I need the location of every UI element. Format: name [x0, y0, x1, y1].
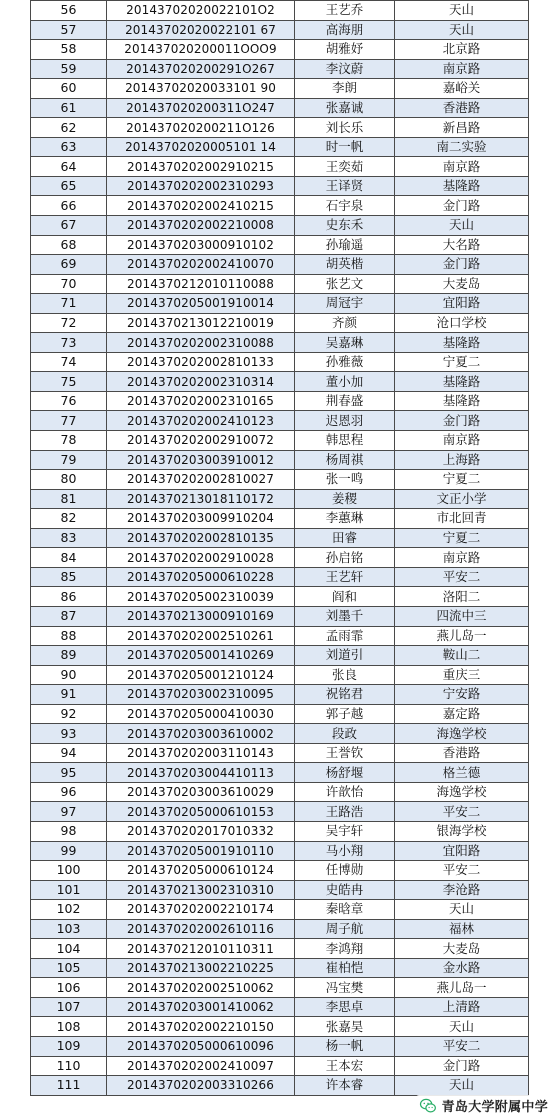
table-row [31, 802, 529, 822]
student-name-cell: 秦晗章 [295, 900, 395, 920]
row-number-cell: 90 [31, 665, 107, 685]
row-number-cell: 98 [31, 821, 107, 841]
student-name-cell: 吴宇轩 [295, 821, 395, 841]
table-row [31, 274, 529, 294]
table-body [31, 1, 529, 1096]
school-cell: 文正小学 [395, 489, 529, 509]
student-name-cell: 田睿 [295, 528, 395, 548]
student-name-cell: 王艺乔 [295, 1, 395, 21]
exam-id-cell: 20143702020022101O2 [107, 1, 295, 21]
row-number-cell: 73 [31, 333, 107, 353]
student-name-cell: 杨舒堰 [295, 763, 395, 783]
student-name-cell: 许歆怡 [295, 782, 395, 802]
school-cell: 基隆路 [395, 333, 529, 353]
exam-id-cell: 2014370213000910169 [107, 606, 295, 626]
school-cell: 天山 [395, 1076, 529, 1096]
table-row [31, 196, 529, 216]
school-cell: 福林 [395, 919, 529, 939]
exam-id-cell: 2014370202002410123 [107, 411, 295, 431]
row-number-cell: 74 [31, 352, 107, 372]
table-row [31, 470, 529, 490]
exam-id-cell: 2014370202002210008 [107, 216, 295, 236]
school-cell: 天山 [395, 20, 529, 40]
school-cell: 香港路 [395, 98, 529, 118]
table-row [31, 176, 529, 196]
student-name-cell: 郭子越 [295, 704, 395, 724]
exam-id-cell: 2014370203003910012 [107, 450, 295, 470]
student-name-cell: 刘长乐 [295, 118, 395, 138]
table-row [31, 137, 529, 157]
table-row [31, 724, 529, 744]
table-row [31, 1056, 529, 1076]
student-name-cell: 张良 [295, 665, 395, 685]
admission-list-sheet [30, 0, 528, 1096]
exam-id-cell: 2014370202002910028 [107, 548, 295, 568]
school-cell: 大名路 [395, 235, 529, 255]
school-cell: 天山 [395, 900, 529, 920]
table-row [31, 431, 529, 451]
school-cell: 沧口学校 [395, 313, 529, 333]
student-name-cell: 胡英楷 [295, 255, 395, 275]
table-row [31, 606, 529, 626]
table-row [31, 1076, 529, 1096]
row-number-cell: 59 [31, 59, 107, 79]
exam-id-cell: 2014370202002810027 [107, 470, 295, 490]
school-cell: 鞍山二 [395, 646, 529, 666]
exam-id-cell: 2014370202002310088 [107, 333, 295, 353]
row-number-cell: 64 [31, 157, 107, 177]
exam-id-cell: 2014370203000910102 [107, 235, 295, 255]
school-cell: 李沧路 [395, 880, 529, 900]
student-name-cell: 孙启铭 [295, 548, 395, 568]
table-row [31, 450, 529, 470]
row-number-cell: 88 [31, 626, 107, 646]
student-name-cell: 冯宝樊 [295, 978, 395, 998]
table-row [31, 861, 529, 881]
school-cell: 平安二 [395, 802, 529, 822]
row-number-cell: 101 [31, 880, 107, 900]
school-cell: 基隆路 [395, 176, 529, 196]
table-row [31, 489, 529, 509]
exam-id-cell: 2014370213012210019 [107, 313, 295, 333]
school-cell: 宜阳路 [395, 841, 529, 861]
school-cell: 银海学校 [395, 821, 529, 841]
table-row [31, 567, 529, 587]
student-name-cell: 刘道引 [295, 646, 395, 666]
row-number-cell: 99 [31, 841, 107, 861]
table-row [31, 255, 529, 275]
student-name-cell: 王路浩 [295, 802, 395, 822]
student-name-cell: 祝铭君 [295, 685, 395, 705]
exam-id-cell: 2014370205000610228 [107, 567, 295, 587]
row-number-cell: 110 [31, 1056, 107, 1076]
exam-id-cell: 2014370202002310314 [107, 372, 295, 392]
row-number-cell: 57 [31, 20, 107, 40]
wechat-icon [419, 1097, 437, 1115]
row-number-cell: 67 [31, 216, 107, 236]
exam-id-cell: 2014370202002410070 [107, 255, 295, 275]
school-cell: 嘉峪关 [395, 79, 529, 99]
student-name-cell: 马小翔 [295, 841, 395, 861]
student-name-cell: 董小加 [295, 372, 395, 392]
row-number-cell: 69 [31, 255, 107, 275]
exam-id-cell: 2014370202002310165 [107, 391, 295, 411]
admission-table [30, 0, 529, 1096]
student-name-cell: 史皓冉 [295, 880, 395, 900]
school-cell: 平安二 [395, 567, 529, 587]
row-number-cell: 97 [31, 802, 107, 822]
exam-id-cell: 2014370203002310095 [107, 685, 295, 705]
school-cell: 金门路 [395, 255, 529, 275]
row-number-cell: 58 [31, 40, 107, 60]
table-row [31, 118, 529, 138]
exam-id-cell: 20143702020033101 90 [107, 79, 295, 99]
student-name-cell: 崔柏恺 [295, 958, 395, 978]
table-row [31, 958, 529, 978]
school-cell: 南京路 [395, 548, 529, 568]
table-row [31, 685, 529, 705]
school-cell: 嘉定路 [395, 704, 529, 724]
table-row [31, 646, 529, 666]
row-number-cell: 77 [31, 411, 107, 431]
student-name-cell: 王译贤 [295, 176, 395, 196]
exam-id-cell: 2014370212010110311 [107, 939, 295, 959]
row-number-cell: 56 [31, 1, 107, 21]
row-number-cell: 60 [31, 79, 107, 99]
row-number-cell: 105 [31, 958, 107, 978]
school-cell: 南京路 [395, 431, 529, 451]
row-number-cell: 81 [31, 489, 107, 509]
exam-id-cell: 2014370202002610116 [107, 919, 295, 939]
school-cell: 金水路 [395, 958, 529, 978]
exam-id-cell: 2014370203004410113 [107, 763, 295, 783]
student-name-cell: 任博勋 [295, 861, 395, 881]
table-row [31, 763, 529, 783]
table-row [31, 40, 529, 60]
row-number-cell: 86 [31, 587, 107, 607]
table-row [31, 157, 529, 177]
student-name-cell: 孙雅薇 [295, 352, 395, 372]
exam-id-cell: 2014370205002310039 [107, 587, 295, 607]
table-row [31, 626, 529, 646]
school-cell: 基隆路 [395, 391, 529, 411]
school-cell: 市北回青 [395, 509, 529, 529]
table-row [31, 528, 529, 548]
student-name-cell: 张一鸣 [295, 470, 395, 490]
school-cell: 上海路 [395, 450, 529, 470]
row-number-cell: 79 [31, 450, 107, 470]
table-row [31, 880, 529, 900]
school-cell: 天山 [395, 1017, 529, 1037]
exam-id-cell: 2014370202002410215 [107, 196, 295, 216]
student-name-cell: 李鸿翔 [295, 939, 395, 959]
school-cell: 宁夏二 [395, 528, 529, 548]
school-cell: 格兰德 [395, 763, 529, 783]
table-row [31, 372, 529, 392]
row-number-cell: 71 [31, 294, 107, 314]
school-cell: 大麦岛 [395, 939, 529, 959]
school-cell: 天山 [395, 216, 529, 236]
school-cell: 金门路 [395, 196, 529, 216]
row-number-cell: 111 [31, 1076, 107, 1096]
school-cell: 四流中三 [395, 606, 529, 626]
student-name-cell: 王本宏 [295, 1056, 395, 1076]
table-row [31, 216, 529, 236]
row-number-cell: 83 [31, 528, 107, 548]
exam-id-cell: 2014370202002210174 [107, 900, 295, 920]
table-row [31, 1036, 529, 1056]
table-row [31, 391, 529, 411]
row-number-cell: 68 [31, 235, 107, 255]
table-row [31, 978, 529, 998]
student-name-cell: 张艺文 [295, 274, 395, 294]
exam-id-cell: 2014370213018110172 [107, 489, 295, 509]
school-cell: 洛阳二 [395, 587, 529, 607]
row-number-cell: 102 [31, 900, 107, 920]
student-name-cell: 荆春盛 [295, 391, 395, 411]
table-row [31, 821, 529, 841]
school-cell: 南二实验 [395, 137, 529, 157]
exam-id-cell: 20143702020022101 67 [107, 20, 295, 40]
exam-id-cell: 2014370212010110088 [107, 274, 295, 294]
row-number-cell: 106 [31, 978, 107, 998]
table-row [31, 900, 529, 920]
student-name-cell: 孟雨霏 [295, 626, 395, 646]
school-cell: 燕儿岛一 [395, 626, 529, 646]
exam-id-cell: 2014370203003610002 [107, 724, 295, 744]
row-number-cell: 84 [31, 548, 107, 568]
row-number-cell: 70 [31, 274, 107, 294]
row-number-cell: 72 [31, 313, 107, 333]
exam-id-cell: 2014370205001910014 [107, 294, 295, 314]
school-cell: 宜阳路 [395, 294, 529, 314]
school-cell: 金门路 [395, 411, 529, 431]
exam-id-cell: 2014370202002510261 [107, 626, 295, 646]
exam-id-cell: 2014370205000610096 [107, 1036, 295, 1056]
row-number-cell: 91 [31, 685, 107, 705]
exam-id-cell: 2014370213002310310 [107, 880, 295, 900]
school-cell: 南京路 [395, 59, 529, 79]
student-name-cell: 石宇泉 [295, 196, 395, 216]
exam-id-cell: 201437020200211O126 [107, 118, 295, 138]
table-row [31, 782, 529, 802]
exam-id-cell: 2014370202003110143 [107, 743, 295, 763]
table-row [31, 98, 529, 118]
row-number-cell: 78 [31, 431, 107, 451]
student-name-cell: 王誉钦 [295, 743, 395, 763]
exam-id-cell: 2014370202002910215 [107, 157, 295, 177]
table-row [31, 1017, 529, 1037]
row-number-cell: 75 [31, 372, 107, 392]
exam-id-cell: 2014370203003610029 [107, 782, 295, 802]
exam-id-cell: 201437020200011OOO9 [107, 40, 295, 60]
watermark-text: 青岛大学附属中学 [441, 1100, 548, 1115]
row-number-cell: 80 [31, 470, 107, 490]
exam-id-cell: 2014370202017010332 [107, 821, 295, 841]
student-name-cell: 李朗 [295, 79, 395, 99]
student-name-cell: 李汶蔚 [295, 59, 395, 79]
table-row [31, 939, 529, 959]
table-row [31, 997, 529, 1017]
student-name-cell: 李思卓 [295, 997, 395, 1017]
exam-id-cell: 2014370205000610124 [107, 861, 295, 881]
row-number-cell: 63 [31, 137, 107, 157]
school-cell: 宁安路 [395, 685, 529, 705]
exam-id-cell: 2014370203009910204 [107, 509, 295, 529]
exam-id-cell: 201437020200311O247 [107, 98, 295, 118]
table-row [31, 1, 529, 21]
school-cell: 大麦岛 [395, 274, 529, 294]
row-number-cell: 76 [31, 391, 107, 411]
student-name-cell: 胡雅妤 [295, 40, 395, 60]
table-row [31, 352, 529, 372]
table-row [31, 665, 529, 685]
table-row [31, 333, 529, 353]
exam-id-cell: 2014370202002310293 [107, 176, 295, 196]
exam-id-cell: 2014370205001910110 [107, 841, 295, 861]
exam-id-cell: 2014370202002910072 [107, 431, 295, 451]
row-number-cell: 62 [31, 118, 107, 138]
table-row [31, 20, 529, 40]
exam-id-cell: 2014370202003310266 [107, 1076, 295, 1096]
student-name-cell: 孙瑜遥 [295, 235, 395, 255]
student-name-cell: 王艺轩 [295, 567, 395, 587]
student-name-cell: 姜稷 [295, 489, 395, 509]
table-row [31, 743, 529, 763]
row-number-cell: 92 [31, 704, 107, 724]
school-cell: 南京路 [395, 157, 529, 177]
student-name-cell: 史东禾 [295, 216, 395, 236]
school-cell: 宁夏二 [395, 470, 529, 490]
row-number-cell: 89 [31, 646, 107, 666]
student-name-cell: 周子航 [295, 919, 395, 939]
school-cell: 重庆三 [395, 665, 529, 685]
exam-id-cell: 2014370205001210124 [107, 665, 295, 685]
school-cell: 宁夏二 [395, 352, 529, 372]
exam-id-cell: 20143702020005101 14 [107, 137, 295, 157]
exam-id-cell: 201437020200291O267 [107, 59, 295, 79]
school-cell: 燕儿岛一 [395, 978, 529, 998]
row-number-cell: 108 [31, 1017, 107, 1037]
exam-id-cell: 2014370205000610153 [107, 802, 295, 822]
exam-id-cell: 2014370203001410062 [107, 997, 295, 1017]
row-number-cell: 104 [31, 939, 107, 959]
row-number-cell: 93 [31, 724, 107, 744]
student-name-cell: 刘墨千 [295, 606, 395, 626]
exam-id-cell: 2014370202002810135 [107, 528, 295, 548]
exam-id-cell: 2014370202002210150 [107, 1017, 295, 1037]
student-name-cell: 王奕茹 [295, 157, 395, 177]
exam-id-cell: 2014370213002210225 [107, 958, 295, 978]
row-number-cell: 82 [31, 509, 107, 529]
student-name-cell: 韩思程 [295, 431, 395, 451]
student-name-cell: 张嘉诚 [295, 98, 395, 118]
table-row [31, 919, 529, 939]
table-row [31, 294, 529, 314]
table-row [31, 704, 529, 724]
school-cell: 上清路 [395, 997, 529, 1017]
student-name-cell: 杨一帆 [295, 1036, 395, 1056]
student-name-cell: 周冠宇 [295, 294, 395, 314]
school-cell: 北京路 [395, 40, 529, 60]
student-name-cell: 吴嘉琳 [295, 333, 395, 353]
student-name-cell: 许本睿 [295, 1076, 395, 1096]
row-number-cell: 95 [31, 763, 107, 783]
row-number-cell: 100 [31, 861, 107, 881]
school-cell: 新昌路 [395, 118, 529, 138]
row-number-cell: 85 [31, 567, 107, 587]
school-cell: 基隆路 [395, 372, 529, 392]
table-row [31, 411, 529, 431]
student-name-cell: 高海朋 [295, 20, 395, 40]
row-number-cell: 61 [31, 98, 107, 118]
exam-id-cell: 2014370202002410097 [107, 1056, 295, 1076]
table-row [31, 313, 529, 333]
row-number-cell: 65 [31, 176, 107, 196]
school-cell: 平安二 [395, 1036, 529, 1056]
exam-id-cell: 2014370205000410030 [107, 704, 295, 724]
school-cell: 海逸学校 [395, 724, 529, 744]
table-row [31, 841, 529, 861]
row-number-cell: 87 [31, 606, 107, 626]
school-cell: 平安二 [395, 861, 529, 881]
student-name-cell: 阎和 [295, 587, 395, 607]
student-name-cell: 迟恩羽 [295, 411, 395, 431]
school-cell: 天山 [395, 1, 529, 21]
account-watermark [416, 1095, 552, 1116]
row-number-cell: 66 [31, 196, 107, 216]
student-name-cell: 时一帆 [295, 137, 395, 157]
table-row [31, 509, 529, 529]
student-name-cell: 李蕙琳 [295, 509, 395, 529]
student-name-cell: 杨周祺 [295, 450, 395, 470]
student-name-cell: 段政 [295, 724, 395, 744]
row-number-cell: 103 [31, 919, 107, 939]
row-number-cell: 96 [31, 782, 107, 802]
row-number-cell: 109 [31, 1036, 107, 1056]
row-number-cell: 94 [31, 743, 107, 763]
table-row [31, 59, 529, 79]
table-row [31, 79, 529, 99]
table-row [31, 587, 529, 607]
table-row [31, 235, 529, 255]
exam-id-cell: 2014370205001410269 [107, 646, 295, 666]
student-name-cell: 齐颜 [295, 313, 395, 333]
exam-id-cell: 2014370202002510062 [107, 978, 295, 998]
student-name-cell: 张嘉昊 [295, 1017, 395, 1037]
school-cell: 金门路 [395, 1056, 529, 1076]
school-cell: 香港路 [395, 743, 529, 763]
row-number-cell: 107 [31, 997, 107, 1017]
table-row [31, 548, 529, 568]
school-cell: 海逸学校 [395, 782, 529, 802]
exam-id-cell: 2014370202002810133 [107, 352, 295, 372]
